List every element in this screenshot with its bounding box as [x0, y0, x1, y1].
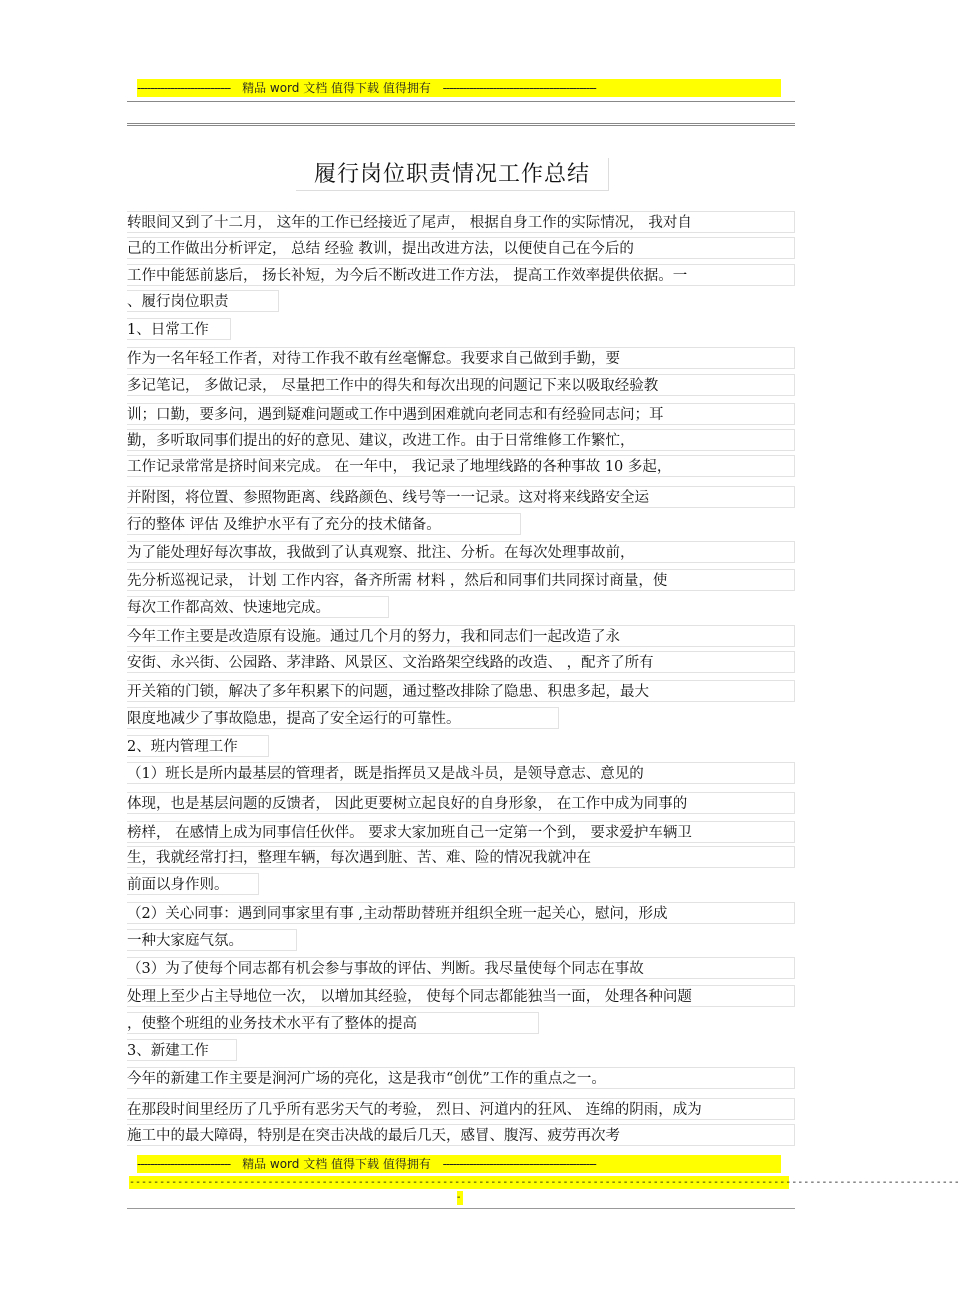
body-line: 限度地减少了事故隐患，提高了安全运行的可靠性。 — [127, 707, 559, 729]
body-line: 榜样， 在感情上成为同事信任伙伴。 要求大家加班自己一定第一个到， 要求爱护车辆卫 — [127, 821, 795, 843]
header-rule-lower-2 — [127, 125, 795, 126]
body-line: 行的整体 评估 及维护水平有了充分的技术储备。 — [127, 513, 521, 535]
header-banner — [137, 79, 781, 97]
footer-dashes-right: ---------------------------------------------- — [442, 1157, 596, 1171]
header-dashes-right: ---------------------------------------------- — [442, 81, 596, 95]
body-line: 工作记录常常是挤时间来完成。 在一年中， 我记录了地埋线路的各种事故 10 多起， — [127, 455, 795, 477]
body-line: 生，我就经常打扫，整理车辆，每次遇到脏、苦、难、险的情况我就冲在 — [127, 846, 795, 868]
body-line: 多记笔记， 多做记录， 尽量把工作中的得失和每次出现的问题记下来以吸取经验教 — [127, 374, 795, 396]
body-line: 作为一名年轻工作者，对待工作我不敢有丝毫懈怠。我要求自己做到手勤，要 — [127, 347, 795, 369]
body-line: 一种大家庭气氛。 — [127, 929, 297, 951]
header-rule-lower — [127, 123, 795, 124]
body-line: 处理上至少占主导地位一次， 以增加其经验， 使每个同志都能独当一面， 处理各种问题 — [127, 985, 795, 1007]
header-dashes-left: ---------------------------- — [137, 81, 231, 95]
body-line: 施工中的最大障碍，特别是在突击决战的最后几天，感冒、腹泻、疲劳再次考 — [127, 1124, 795, 1146]
body-line: 安街、永兴街、公园路、茅津路、风景区、文治路架空线路的改造、 ，配齐了所有 — [127, 651, 795, 673]
footer-banner-text: 精品 word 文档 值得下载 值得拥有 — [242, 1157, 431, 1171]
body-line: 勤，多听取同事们提出的好的意见、建议，改进工作。由于日常维修工作繁忙， — [127, 429, 795, 451]
body-line: 先分析巡视记录， 计划 工作内容，备齐所需 材料 ，然后和同事们共同探讨商量，使 — [127, 569, 795, 591]
footer-dash-line: ------------------------------------------------------------------------------------------------------------------------------------------ — [129, 1177, 960, 1188]
header-banner-text: 精品 word 文档 值得下载 值得拥有 — [242, 81, 431, 95]
footer-rule — [127, 1208, 795, 1209]
body-line: ，使整个班组的业务技术水平有了整体的提高 — [127, 1012, 539, 1034]
footer-mark: - — [457, 1191, 463, 1205]
body-line: （3）为了使每个同志都有机会参与事故的评估、判断。我尽量使每个同志在事故 — [127, 957, 795, 979]
body-line: 每次工作都高效、快速地完成。 — [127, 596, 389, 618]
body-line: 、履行岗位职责 — [127, 290, 279, 312]
footer-dashes-left: ---------------------------- — [137, 1157, 231, 1171]
body-line: 开关箱的门锁，解决了多年积累下的问题，通过整改排除了隐患、积患多起，最大 — [127, 680, 795, 702]
body-line: 并附图，将位置、参照物距离、线路颜色、线号等一一记录。这对将来线路安全运 — [127, 486, 795, 508]
document-title: 履行岗位职责情况工作总结 — [296, 158, 609, 191]
body-line: 在那段时间里经历了几乎所有恶劣天气的考验， 烈日、河道内的狂风、 连绵的阴雨，成为 — [127, 1098, 795, 1120]
body-line: 为了能处理好每次事故，我做到了认真观察、批注、分析。在每次处理事故前， — [127, 541, 795, 563]
body-line: 己的工作做出分析评定， 总结 经验 教训，提出改进方法，以便使自己在今后的 — [127, 237, 795, 259]
body-line: 体现，也是基层问题的反馈者， 因此更要树立起良好的自身形象， 在工作中成为同事的 — [127, 792, 795, 814]
body-line: （2）关心同事：遇到同事家里有事 ,主动帮助替班并组织全班一起关心，慰问，形成 — [127, 902, 795, 924]
body-line: 前面以身作则。 — [127, 873, 259, 895]
body-line: 今年的新建工作主要是涧河广场的亮化，这是我市“创优”工作的重点之一。 — [127, 1067, 795, 1089]
body-line: 1、日常工作 — [127, 318, 231, 340]
body-line: （1）班长是所内最基层的管理者，既是指挥员又是战斗员，是领导意志、意见的 — [127, 762, 795, 784]
body-line: 训；口勤，要多问，遇到疑难问题或工作中遇到困难就向老同志和有经验同志问；耳 — [127, 403, 795, 425]
footer-banner — [137, 1155, 781, 1173]
body-line: 2、班内管理工作 — [127, 735, 269, 757]
body-line: 今年工作主要是改造原有设施。通过几个月的努力，我和同志们一起改造了永 — [127, 625, 795, 647]
body-line: 3、新建工作 — [127, 1039, 237, 1061]
header-rule — [127, 101, 795, 102]
body-line: 工作中能惩前毖后， 扬长补短，为今后不断改进工作方法， 提高工作效率提供依据。一 — [127, 264, 795, 286]
body-line: 转眼间又到了十二月， 这年的工作已经接近了尾声， 根据自身工作的实际情况， 我对自 — [127, 211, 795, 233]
